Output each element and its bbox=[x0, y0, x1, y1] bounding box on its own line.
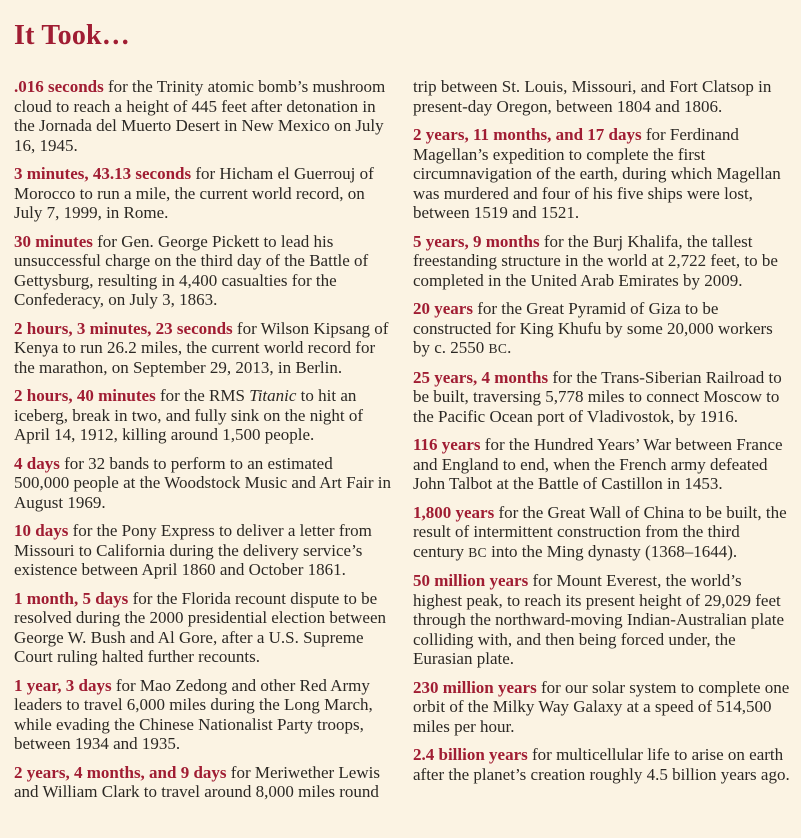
entry-text-smallcaps: BC bbox=[468, 544, 487, 560]
entry-duration: 1,800 years bbox=[413, 502, 495, 522]
entry bbox=[14, 77, 391, 155]
left-column bbox=[14, 77, 391, 811]
entry-duration: 2 years, 4 months, and 9 days bbox=[14, 762, 227, 782]
entry bbox=[14, 164, 391, 223]
entry-text: for the Florida recount dispute to be resolved during the 2000 presidential election between George W. Bush and Al Gore, after a U.S. Supreme Court ruling halted further recounts. bbox=[14, 588, 386, 666]
entry-duration: 5 years, 9 months bbox=[413, 231, 540, 251]
entry-text: for Wilson Kipsang of Kenya to run 26.2 miles, the current world record for the marathon, on September 29, 2013, in Berlin. bbox=[14, 318, 389, 377]
entry-text: to hit an iceberg, break in two, and fully sink on the night of April 14, 1912, killing around 1,500 people. bbox=[14, 386, 364, 444]
two-column-layout bbox=[14, 77, 789, 811]
entry-text: . bbox=[507, 338, 512, 357]
entry bbox=[14, 763, 391, 802]
entry bbox=[413, 232, 790, 291]
entry-text: for the Great Pyramid of Giza to be constructed for King Khufu by some 20,000 workers by c. 2550 bbox=[413, 299, 773, 357]
entry bbox=[413, 435, 790, 494]
entry-text: for Meriwether Lewis and William Clark to travel around 8,000 miles round bbox=[14, 762, 380, 801]
entry bbox=[14, 454, 391, 513]
entry-text: for multicellular life to arise on earth after the planet’s creation roughly 4.5 billion years ago. bbox=[413, 745, 790, 784]
entry-duration: 2.4 billion years bbox=[413, 745, 528, 764]
right-column bbox=[413, 77, 790, 811]
entry-duration: 3 minutes, 43.13 seconds bbox=[14, 164, 192, 183]
entry bbox=[413, 678, 790, 737]
entry-duration: 30 minutes bbox=[14, 231, 93, 251]
entry-duration: 20 years bbox=[413, 299, 473, 318]
entry-duration: 230 million years bbox=[413, 677, 537, 697]
entry-duration: 116 years bbox=[413, 435, 481, 454]
entry-text-smallcaps: BC bbox=[488, 341, 508, 356]
entry bbox=[14, 319, 391, 378]
entry bbox=[413, 745, 790, 784]
entry-duration: 2 years, 11 months, and 17 days bbox=[413, 125, 642, 144]
entry-duration: .016 seconds bbox=[14, 77, 104, 96]
entry bbox=[413, 571, 790, 669]
entry-duration: 25 years, 4 months bbox=[413, 367, 549, 387]
entry-duration: 2 hours, 40 minutes bbox=[14, 386, 156, 405]
entry-text: for Mount Everest, the world’s highest peak, to reach its present height of 29,029 feet through the northward-moving Indian-Australian plate colliding with, and then being forced under, the Eurasian plate. bbox=[413, 571, 785, 668]
entry bbox=[14, 386, 391, 445]
entry-text: for Mao Zedong and other Red Army leaders to travel 6,000 miles during the Long March, while evading the Chinese Nationalist Party troops, between 1934 and 1935. bbox=[14, 675, 373, 753]
entry-duration: 2 hours, 3 minutes, 23 seconds bbox=[14, 318, 233, 338]
entry-text: for Gen. George Pickett to lead his unsuccessful charge on the third day of the Battle of Gettysburg, resulting in 4,400 casualties for the Confederacy, on July 3, 1863. bbox=[14, 231, 369, 309]
entry bbox=[14, 676, 391, 754]
entry bbox=[413, 368, 790, 427]
entry-text: for our solar system to complete one orbit of the Milky Way Galaxy at a speed of 514,500 miles per hour. bbox=[413, 677, 790, 736]
entry-text: for the Hundred Years’ War between France and England to end, when the French army defeated John Talbot at the Battle of Castillon in 1453. bbox=[413, 435, 783, 493]
entry-text: into the Ming dynasty (1368–1644). bbox=[486, 541, 738, 561]
entry-duration: 1 month, 5 days bbox=[14, 588, 129, 608]
entry bbox=[14, 589, 391, 667]
entry-duration: 1 year, 3 days bbox=[14, 675, 112, 695]
page-title: It Took… bbox=[14, 20, 130, 51]
entry bbox=[14, 232, 391, 310]
entry bbox=[413, 299, 790, 359]
entry bbox=[413, 503, 790, 563]
entry-text: for the Burj Khalifa, the tallest freestanding structure in the world at 2,722 feet, to be completed in the United Arab Emirates by 2009. bbox=[413, 231, 778, 290]
entry-duration: 4 days bbox=[14, 453, 60, 473]
entry-text: for the Trans-Siberian Railroad to be built, traversing 5,778 miles to connect Moscow to the Pacific Ocean port of Vladivostok, by 1916. bbox=[413, 367, 782, 426]
entry-text: trip between St. Louis, Missouri, and Fort Clatsop in present-day Oregon, between 1804 and 1806. bbox=[413, 77, 772, 116]
entry-text: for the RMS bbox=[159, 386, 250, 405]
entry-text: for Ferdinand Magellan’s expedition to complete the first circumnavigation of the earth, during which Magellan was murdered and four of his five ships were lost, between 1519 and 1521. bbox=[413, 125, 781, 222]
entry-text-italic: Titanic bbox=[249, 386, 297, 405]
entry-continuation bbox=[413, 77, 790, 116]
entry-text: for the Trinity atomic bomb’s mushroom cloud to reach a height of 445 feet after detonation in the Jornada del Muerto Desert in New Mexico on July 16, 1945. bbox=[14, 77, 386, 155]
entry-text: for the Great Wall of China to be built, the result of intermittent construction from the third century bbox=[413, 502, 787, 561]
entry-text: for the Pony Express to deliver a letter from Missouri to California during the delivery service’s existence between April 1860 and October 1861. bbox=[14, 521, 372, 579]
entry-text: for 32 bands to perform to an estimated 500,000 people at the Woodstock Music and Art Fair in August 1969. bbox=[14, 453, 391, 512]
entry-text: for Hicham el Guerrouj of Morocco to run a mile, the current world record, on July 7, 1999, in Rome. bbox=[14, 164, 374, 222]
entry bbox=[413, 125, 790, 223]
entry bbox=[14, 521, 391, 580]
entry-duration: 10 days bbox=[14, 521, 69, 540]
entry-duration: 50 million years bbox=[413, 571, 529, 590]
